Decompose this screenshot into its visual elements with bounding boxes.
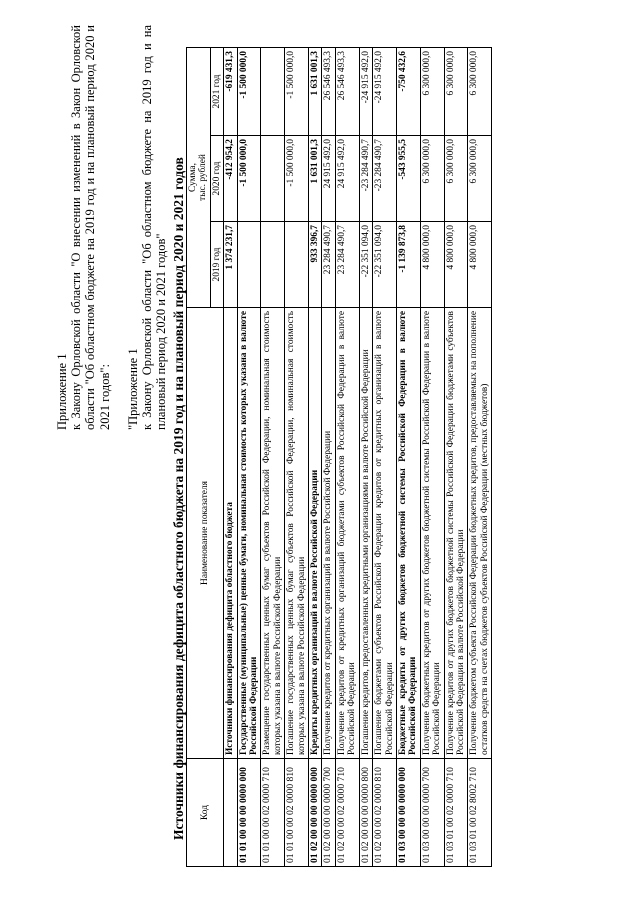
row-value-2019-cell: 23 284 490,7 bbox=[322, 222, 335, 308]
row-value-2019-cell: 933 396,7 bbox=[309, 222, 322, 308]
row-name-cell: Бюджетные кредиты от других бюджетов бюджетной системы Российской Федерации в валюте Российской Федерации bbox=[396, 308, 420, 759]
row-name-cell: Государственные (муниципальные) ценные бумаги, номинальная стоимость которых указана в валюте Российской Федерации bbox=[237, 308, 261, 759]
row-name-cell: Получение кредитов от кредитных организаций в валюте Российской Федерации bbox=[322, 308, 335, 759]
row-code-cell: 01 03 01 00 02 8002 710 bbox=[468, 759, 492, 867]
law-title: к Закону Орловской области "Об областном бюджете на 2019 год и на плановый период 2020 и 2021 годов" bbox=[140, 25, 169, 430]
header-year-2020: 2020 год bbox=[210, 136, 223, 222]
row-value-2020-cell: 1 631 001,3 bbox=[309, 136, 322, 222]
row-value-2020-cell: -543 955,5 bbox=[396, 136, 420, 222]
table-row bbox=[468, 48, 492, 867]
table-body bbox=[224, 48, 492, 867]
table-row bbox=[237, 48, 261, 867]
row-value-2021-cell bbox=[261, 48, 285, 136]
header-code: Код bbox=[187, 759, 224, 867]
row-code-cell: 01 01 00 00 02 0000 710 bbox=[261, 759, 285, 867]
appendix-quote: "Приложение 1 bbox=[125, 348, 140, 430]
row-value-2019-cell: 1 374 231,7 bbox=[224, 222, 237, 308]
row-value-2019-cell: -22 351 094,0 bbox=[359, 222, 372, 308]
row-code-cell: 01 02 00 00 02 0000 810 bbox=[373, 759, 397, 867]
header-year-2021: 2021 год bbox=[210, 48, 223, 136]
row-value-2020-cell: -1 500 000,0 bbox=[285, 136, 309, 222]
row-value-2020-cell bbox=[261, 136, 285, 222]
appendix-header bbox=[55, 25, 168, 430]
table-row bbox=[261, 48, 285, 867]
row-value-2019-cell: 4 800 000,0 bbox=[468, 222, 492, 308]
row-name-cell: Погашение государственных ценных бумаг субъектов Российской Федерации, номинальная стоимость которых указана в валюте Российской Федерации bbox=[285, 308, 309, 759]
attachment-label: Приложение 1 bbox=[55, 353, 69, 430]
row-code-cell bbox=[224, 759, 237, 867]
row-value-2020-cell: 24 915 492,0 bbox=[322, 136, 335, 222]
table-row bbox=[396, 48, 420, 867]
financing-sources-table bbox=[186, 47, 492, 867]
row-value-2020-cell: -23 284 490,7 bbox=[373, 136, 397, 222]
row-value-2019-cell: 23 284 490,7 bbox=[335, 222, 359, 308]
row-code-cell: 01 02 00 00 00 0000 700 bbox=[322, 759, 335, 867]
row-value-2020-cell: -412 954,2 bbox=[224, 136, 237, 222]
row-value-2021-cell: -1 500 000,0 bbox=[285, 48, 309, 136]
row-value-2020-cell: -23 284 490,7 bbox=[359, 136, 372, 222]
row-value-2021-cell: 26 546 493,3 bbox=[335, 48, 359, 136]
row-value-2021-cell: 6 300 000,0 bbox=[444, 48, 468, 136]
row-value-2020-cell: 6 300 000,0 bbox=[420, 136, 444, 222]
table-row bbox=[322, 48, 335, 867]
row-value-2021-cell: 1 631 001,3 bbox=[309, 48, 322, 136]
row-code-cell: 01 03 01 00 02 0000 710 bbox=[444, 759, 468, 867]
table-row bbox=[309, 48, 322, 867]
row-value-2021-cell: 6 300 000,0 bbox=[468, 48, 492, 136]
row-value-2021-cell: 26 546 493,3 bbox=[322, 48, 335, 136]
table-row bbox=[335, 48, 359, 867]
row-name-cell: Погашение бюджетами субъектов Российской Федерации кредитов от кредитных организаций в валюте Российской Федерации bbox=[373, 308, 397, 759]
row-name-cell: Погашение кредитов, предоставленных кредитными организациями в валюте Российской Федерации bbox=[359, 308, 372, 759]
row-value-2021-cell: -750 432,6 bbox=[396, 48, 420, 136]
row-code-cell: 01 02 00 00 00 0000 000 bbox=[309, 759, 322, 867]
row-name-cell: Получение бюджетом субъекта Российской Федерации бюджетных кредитов, предоставляемых на пополнение остатков средств на счетах бюджетов субъектов Российской Федерации (местных бюджетов) bbox=[468, 308, 492, 759]
row-value-2021-cell: -1 500 000,0 bbox=[237, 48, 261, 136]
table-row bbox=[285, 48, 309, 867]
document-title: Источники финансирования дефицита областного бюджета на 2019 год и на плановый период 2020 и 2021 годов bbox=[171, 157, 186, 840]
row-value-2019-cell: 4 800 000,0 bbox=[444, 222, 468, 308]
row-value-2019-cell: -1 139 873,8 bbox=[396, 222, 420, 308]
row-code-cell: 01 01 00 00 00 0000 000 bbox=[237, 759, 261, 867]
table-row bbox=[359, 48, 372, 867]
row-name-cell: Размещение государственных ценных бумаг субъектов Российской Федерации, номинальная стоимость которых указана в валюте Российской Федерации bbox=[261, 308, 285, 759]
row-value-2021-cell: -24 915 492,0 bbox=[373, 48, 397, 136]
row-value-2019-cell: -22 351 094,0 bbox=[373, 222, 397, 308]
row-name-cell: Кредиты кредитных организаций в валюте Российской Федерации bbox=[309, 308, 322, 759]
table-row bbox=[224, 48, 237, 867]
row-value-2020-cell: -1 500 000,0 bbox=[237, 136, 261, 222]
header-year-2019: 2019 год bbox=[210, 222, 223, 308]
row-value-2019-cell bbox=[261, 222, 285, 308]
row-code-cell: 01 03 00 00 00 0000 700 bbox=[420, 759, 444, 867]
row-name-cell: Источники финансирования дефицита областного бюджета bbox=[224, 308, 237, 759]
row-name-cell: Получение бюджетных кредитов от других бюджетов бюджетной системы Российской Федерации в валюте Российской Федерации bbox=[420, 308, 444, 759]
row-value-2021-cell: -24 915 492,0 bbox=[359, 48, 372, 136]
row-value-2020-cell: 6 300 000,0 bbox=[468, 136, 492, 222]
row-value-2021-cell: -619 431,3 bbox=[224, 48, 237, 136]
header-sum-group: Сумма, тыс. рублей bbox=[187, 48, 211, 308]
row-code-cell: 01 01 00 00 02 0000 810 bbox=[285, 759, 309, 867]
row-value-2021-cell: 6 300 000,0 bbox=[420, 48, 444, 136]
row-value-2019-cell bbox=[285, 222, 309, 308]
table-header-row bbox=[187, 48, 211, 867]
header-name: Наименование показателя bbox=[187, 308, 224, 759]
row-code-cell: 01 02 00 00 00 0000 800 bbox=[359, 759, 372, 867]
table-row bbox=[444, 48, 468, 867]
row-value-2019-cell: 4 800 000,0 bbox=[420, 222, 444, 308]
row-code-cell: 01 03 00 00 00 0000 000 bbox=[396, 759, 420, 867]
table-row bbox=[373, 48, 397, 867]
row-value-2020-cell: 6 300 000,0 bbox=[444, 136, 468, 222]
row-code-cell: 01 02 00 00 02 0000 710 bbox=[335, 759, 359, 867]
row-name-cell: Получение кредитов от других бюджетов бюджетной системы Российской Федерации бюджетами субъектов Российской Федерации в валюте Российской Федерации bbox=[444, 308, 468, 759]
law-reference: к Закону Орловской области "О внесении изменений в Закон Орловской области "Об областном бюджете на 2019 год и на плановый период 2020 и 2021 годов": bbox=[69, 25, 112, 430]
row-value-2019-cell bbox=[237, 222, 261, 308]
row-name-cell: Получение кредитов от кредитных организаций бюджетами субъектов Российской Федерации в валюте Российской Федерации bbox=[335, 308, 359, 759]
row-value-2020-cell: 24 915 492,0 bbox=[335, 136, 359, 222]
table-row bbox=[420, 48, 444, 867]
